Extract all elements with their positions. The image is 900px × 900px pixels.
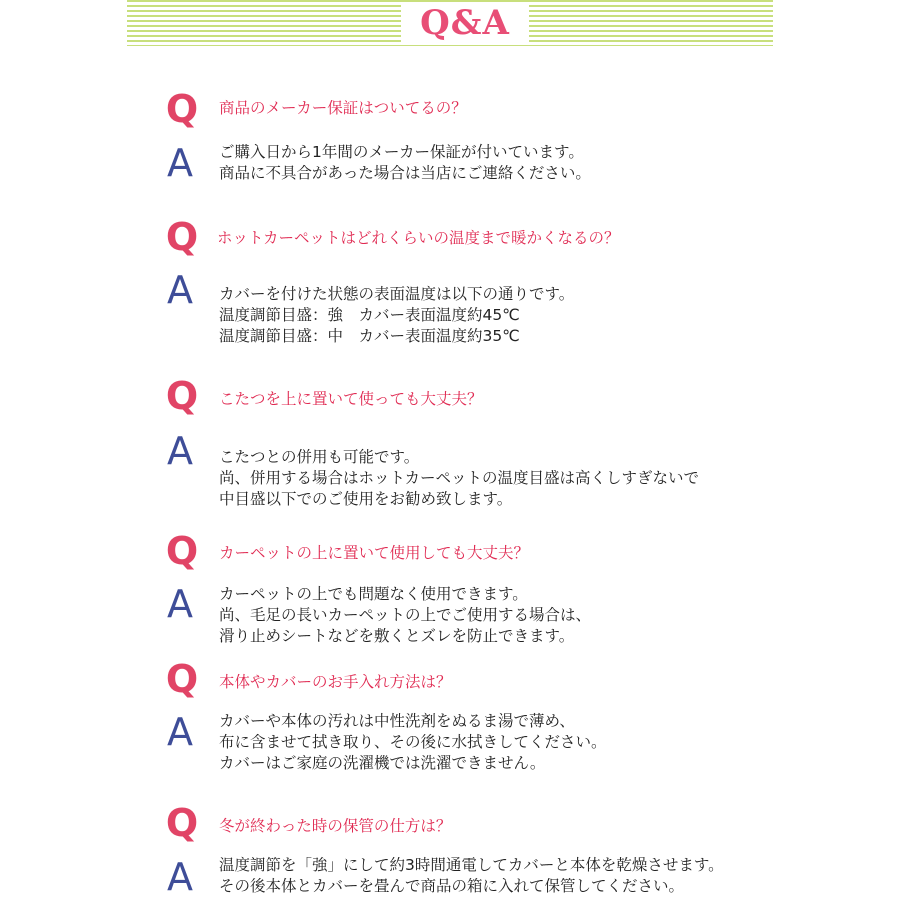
answer-line: 温度調節を「強」にして約3時間通電してカバーと本体を乾燥させます。 <box>219 856 724 874</box>
a-mark-icon: A <box>167 710 193 754</box>
q-mark-icon: Q <box>165 374 199 418</box>
question-text-5: 本体やカバーのお手入れ方法は？ <box>219 673 452 691</box>
answer-line: 温度調節目盛：中 カバー表面温度約35℃ <box>219 327 520 345</box>
a-mark-icon: A <box>167 855 193 899</box>
page-title: Q&A <box>420 3 510 43</box>
answer-line: その後本体とカバーを畳んで商品の箱に入れて保管してください。 <box>219 877 685 895</box>
answer-line: 布に含ませて拭き取り、その後に水拭きしてください。 <box>219 733 607 751</box>
q-mark-icon: Q <box>165 801 199 845</box>
answer-line: 滑り止めシートなどを敷くとズレを防止できます。 <box>219 627 575 645</box>
q-mark-icon: Q <box>165 215 199 259</box>
question-text-3: こたつを上に置いて使っても大丈夫？ <box>219 390 483 408</box>
answer-text-6 <box>219 855 724 897</box>
answer-line: 中目盛以下でのご使用をお勧め致します。 <box>219 490 513 508</box>
answer-line: カバーや本体の汚れは中性洗剤をぬるま湯で薄め、 <box>219 712 575 730</box>
question-text-2: ホットカーペットはどれくらいの温度まで暖かくなるの？ <box>217 229 620 247</box>
answer-text-2 <box>219 284 574 347</box>
answer-text-1 <box>219 142 591 184</box>
question-text-6: 冬が終わった時の保管の仕方は？ <box>219 817 452 835</box>
question-text-1: 商品のメーカー保証はついてるの？ <box>219 99 467 117</box>
a-mark-icon: A <box>167 141 193 185</box>
q-mark-icon: Q <box>165 657 199 701</box>
question-text-4: カーペットの上に置いて使用しても大丈夫？ <box>219 544 530 562</box>
a-mark-icon: A <box>167 268 193 312</box>
answer-line: 商品に不具合があった場合は当店にご連絡ください。 <box>219 164 591 182</box>
answer-line: カバーはご家庭の洗濯機では洗濯できません。 <box>219 754 546 772</box>
answer-line: 尚、毛足の長いカーペットの上でご使用する場合は、 <box>219 606 592 624</box>
answer-line: カーペットの上でも問題なく使用できます。 <box>219 585 528 603</box>
answer-line: こたつとの併用も可能です。 <box>219 448 420 466</box>
a-mark-icon: A <box>167 582 193 626</box>
answer-line: 温度調節目盛：強 カバー表面温度約45℃ <box>219 306 520 324</box>
answer-text-3 <box>219 447 699 510</box>
answer-text-5 <box>219 711 607 774</box>
q-mark-icon: Q <box>165 529 199 573</box>
answer-line: 尚、併用する場合はホットカーペットの温度目盛は高くしすぎないで <box>219 469 700 487</box>
answer-line: カバーを付けた状態の表面温度は以下の通りです。 <box>219 285 575 303</box>
q-mark-icon: Q <box>165 87 199 131</box>
a-mark-icon: A <box>167 429 193 473</box>
answer-line: ご購入日から1年間のメーカー保証が付いています。 <box>219 143 584 161</box>
answer-text-4 <box>219 584 591 647</box>
